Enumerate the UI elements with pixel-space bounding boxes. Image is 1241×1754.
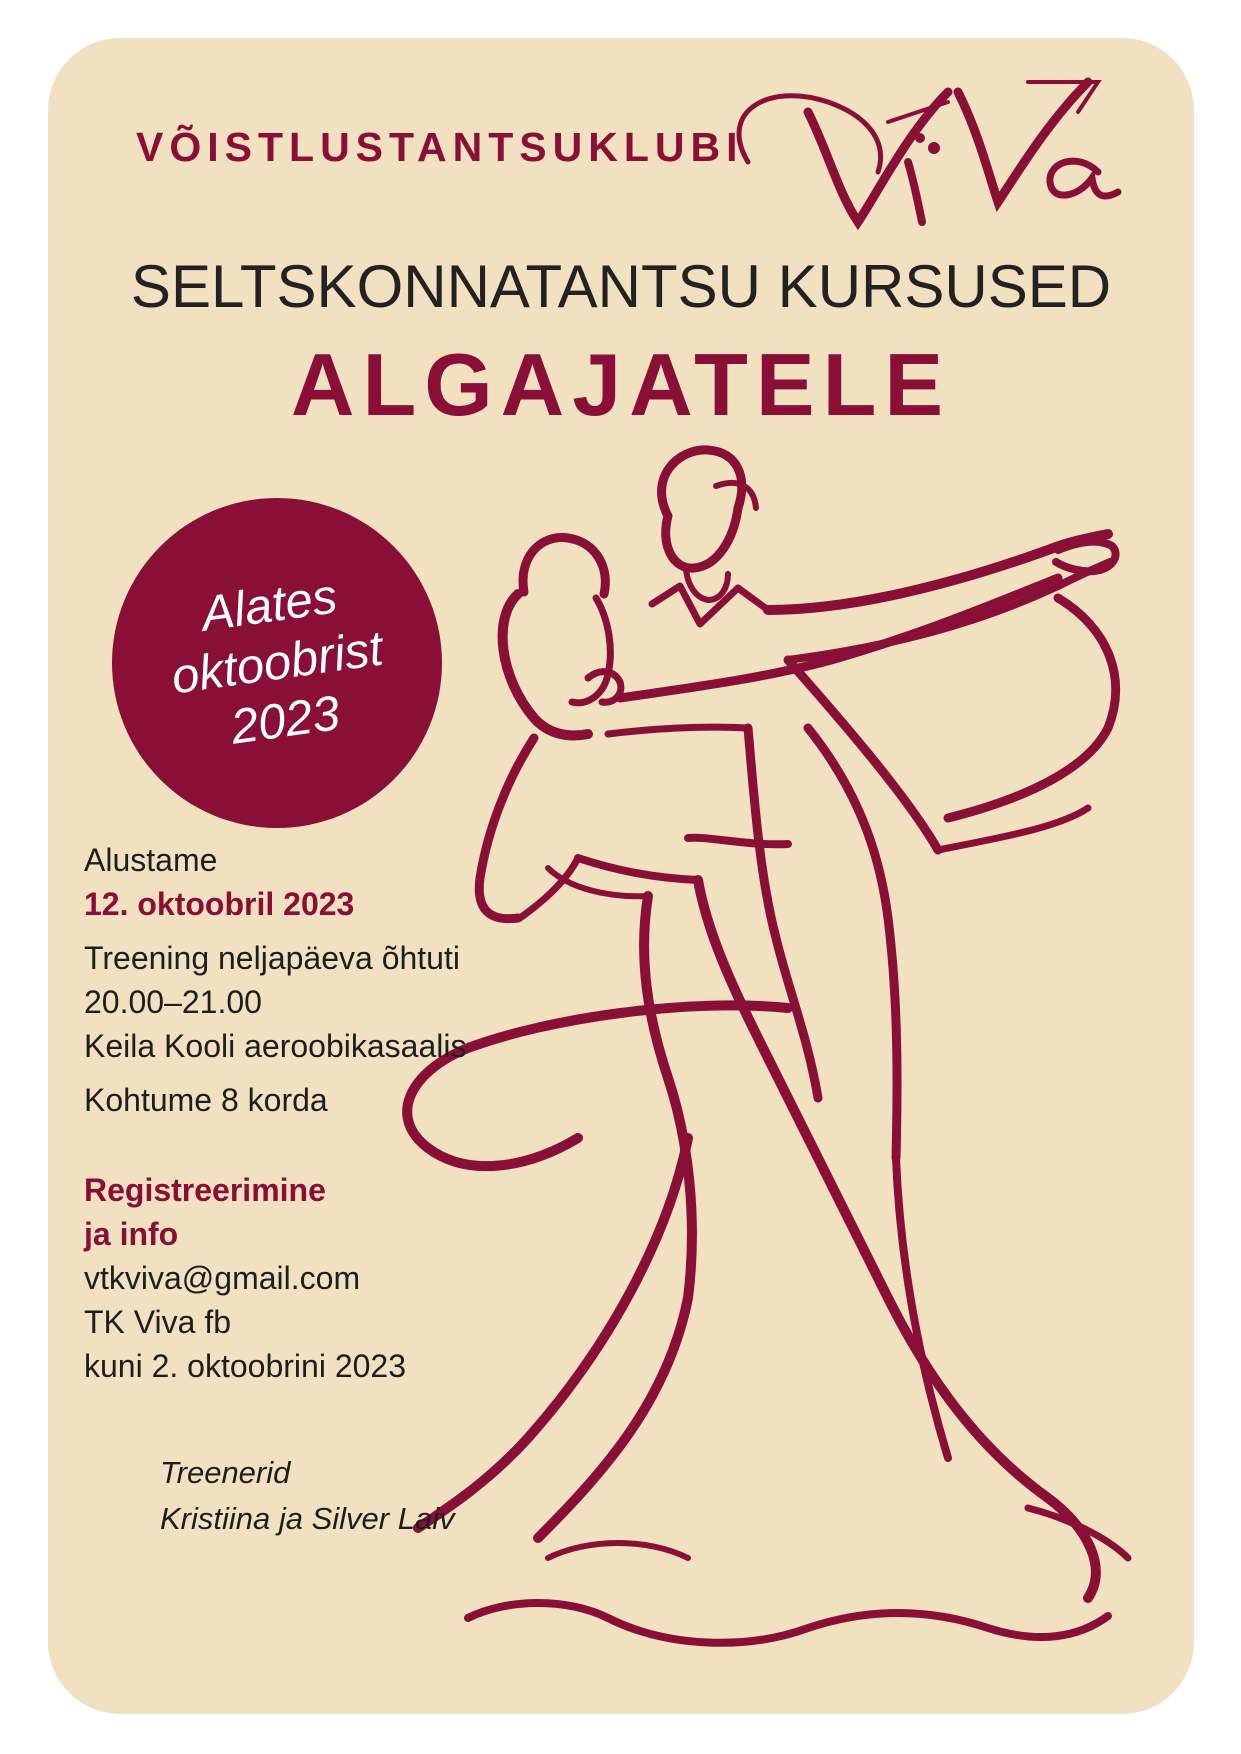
trainers-names: Kristiina ja Silver Laiv [160, 1501, 455, 1536]
viva-logo [708, 52, 1168, 252]
training-location: Keila Kooli aeroobikasaalis [84, 1028, 467, 1064]
start-date: 12. oktoobril 2023 [84, 886, 355, 922]
start-label: Alustame [84, 842, 218, 878]
badge-line: 2023 [227, 686, 343, 755]
facebook-page: TK Viva fb [84, 1304, 232, 1340]
poster [48, 38, 1194, 1714]
registration-heading: Registreerimine [84, 1172, 326, 1208]
registration-heading-2: ja info [84, 1216, 179, 1252]
training-time: 20.00–21.00 [84, 984, 262, 1020]
registration-deadline: kuni 2. oktoobrini 2023 [84, 1348, 406, 1384]
headline: SELTSKONNATANTSU KURSUSED [130, 253, 1112, 320]
badge-line: oktoobrist [168, 621, 386, 705]
contact-email[interactable]: vtkviva@gmail.com [84, 1260, 361, 1296]
session-count: Kohtume 8 korda [84, 1082, 328, 1118]
club-name: VÕISTLUSTANTSUKLUBI [136, 124, 744, 170]
start-date-badge [112, 498, 442, 828]
trainers [160, 1450, 455, 1542]
course-info [84, 838, 466, 1388]
training-day: Treening neljapäeva õhtuti [84, 940, 460, 976]
badge-line: Alates [197, 569, 341, 642]
trainers-label: Treenerid [160, 1455, 291, 1490]
subheadline: ALGAJATELE [290, 335, 952, 434]
